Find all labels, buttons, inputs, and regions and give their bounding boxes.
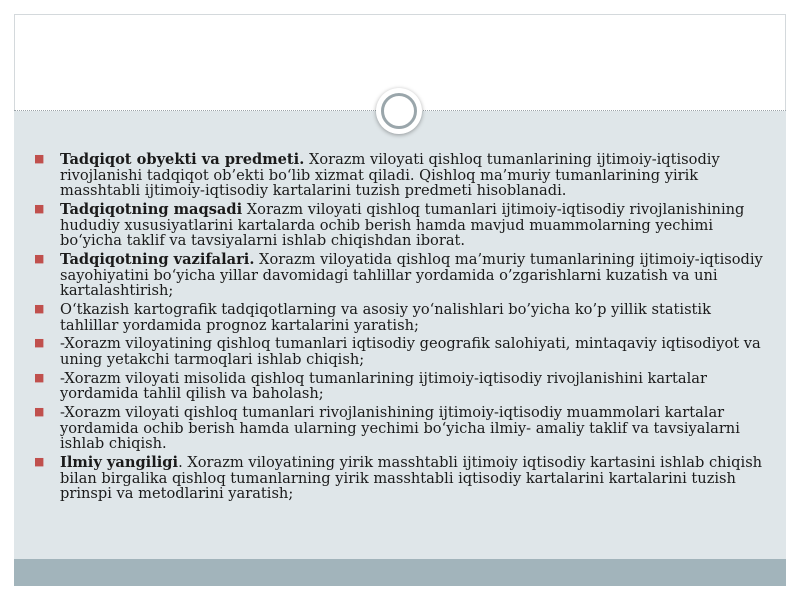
bullet-list bbox=[34, 152, 764, 505]
bullet-text: -Xorazm viloyati misolida qishloq tumanlarining ijtimoiy-iqtisodiy rivojlanishini kartalar yordamida tahlil qilish va baholash; bbox=[60, 369, 707, 403]
bullet-lead: Ilmiy yangiligi bbox=[60, 454, 179, 471]
bullet-text: Xorazm viloyati qishloq tumanlarining ijtimoiy-iqtisodiy rivojlanishi tadqiqot ob’ekti bo‘lib xizmat qiladi. Qishloq ma’muriy tumanlarining yirik masshtabli ijtimoiy-iqtisodiy kartalarini tuzish predmeti hisoblanadi. bbox=[60, 151, 720, 200]
bullet-text: . Xorazm viloyatining yirik masshtabli ijtimoiy iqtisodiy kartasini ishlab chiqish bilan birgalika qishloq tumanlarning yirik masshtabli iqtisodiy kartalarini kartalarini tuzish prinspi va metodlarini yaratish; bbox=[60, 454, 763, 503]
ring-ornament-icon bbox=[376, 88, 422, 134]
list-item bbox=[34, 252, 764, 299]
footer-bar bbox=[14, 559, 786, 586]
bullet-text: -Xorazm viloyatining qishloq tumanlari iqtisodiy geografik salohiyati, mintaqaviy iqtisodiyot va uning yetakchi tarmoqlari ishlab chiqish; bbox=[60, 335, 761, 368]
list-item bbox=[34, 405, 764, 452]
bullet-lead: Tadqiqot obyekti va predmeti. bbox=[60, 151, 305, 168]
list-item bbox=[34, 152, 764, 199]
bullet-marker-icon: ■ bbox=[34, 336, 45, 350]
list-item bbox=[34, 371, 764, 402]
bullet-marker-icon: ■ bbox=[34, 201, 45, 215]
list-item bbox=[34, 202, 764, 249]
bullet-text: -Xorazm viloyati qishloq tumanlari rivojlanishining ijtimoiy-iqtisodiy muammolari kartalar yordamida ochib berish hamda ularning yechimi bo‘yicha ilmiy- amaliy taklif va tavsiyalarni ishlab chiqish. bbox=[60, 404, 740, 453]
list-item bbox=[34, 302, 764, 333]
bullet-marker-icon: ■ bbox=[34, 301, 45, 315]
bullet-lead: Tadqiqotning maqsadi bbox=[60, 200, 243, 218]
bullet-text: Xorazm viloyatida qishloq ma’muriy tumanlarining ijtimoiy-iqtisodiy sayohiyatini bo‘yicha yillar davomidagi tahlillar yordamida o’zgarishlarni kuzatish va uni kartalashtirish; bbox=[60, 250, 763, 300]
bullet-marker-icon: ■ bbox=[34, 152, 45, 165]
bullet-text: Xorazm viloyati qishloq tumanlari ijtimoiy-iqtisodiy rivojlanishining hududiy xususiyatlarini kartalarda ochib berish hamda mavjud muammolarning yechimi bo‘yicha taklif va tavsiyalarni ishlab chiqishdan iborat. bbox=[60, 200, 745, 250]
bullet-marker-icon: ■ bbox=[34, 370, 45, 384]
list-item bbox=[34, 336, 764, 367]
bullet-marker-icon: ■ bbox=[34, 405, 45, 419]
bullet-lead: Tadqiqotning vazifalari. bbox=[60, 250, 255, 268]
list-item bbox=[34, 455, 764, 502]
bullet-marker-icon: ■ bbox=[34, 455, 45, 468]
ring-inner bbox=[381, 93, 417, 129]
bullet-marker-icon: ■ bbox=[34, 251, 45, 265]
bullet-text: O‘tkazish kartografik tadqiqotlarning va asosiy yo‘nalishlari bo’yicha ko’p yillik statistik tahlillar yordamida prognoz kartalarini yaratish; bbox=[60, 300, 711, 334]
